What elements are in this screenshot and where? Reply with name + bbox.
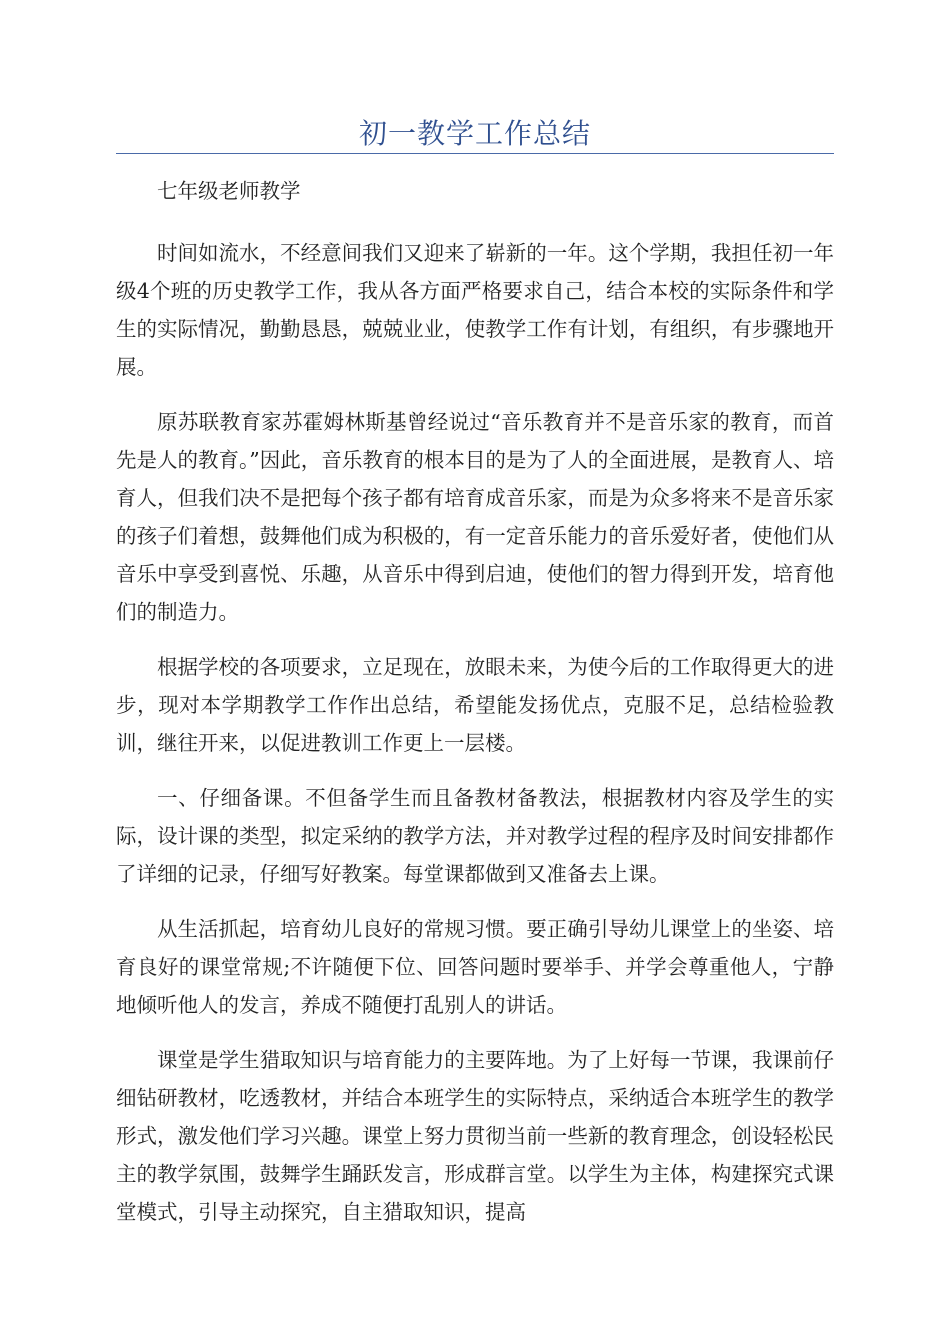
paragraph: 从生活抓起，培育幼儿良好的常规习惯。要正确引导幼儿课堂上的坐姿、培育良好的课堂常规;不许随便下位、回答问题时要举手、并学会尊重他人，宁静地倾听他人的发言，养成不随便打乱别人的讲话。 xyxy=(116,917,834,1017)
paragraph: 原苏联教育家苏霍姆林斯基曾经说过“音乐教育并不是音乐家的教育，而首先是人的教育。”因此，音乐教育的根本目的是为了人的全面进展，是教育人、培育人，但我们决不是把每个孩子都有培育成音乐家，而是为众多将来不是音乐家的孩子们着想，鼓舞他们成为积极的，有一定音乐能力的音乐爱好者，使他们从音乐中享受到喜悦、乐趣，从音乐中得到启迪，使他们的智力得到开发，培育他们的制造力。 xyxy=(116,410,834,624)
paragraph: 一、仔细备课。不但备学生而且备教材备教法，根据教材内容及学生的实际，设计课的类型，拟定采纳的教学方法，并对教学过程的程序及时间安排都作了详细的记录，仔细写好教案。每堂课都做到又准备去上课。 xyxy=(116,786,834,886)
document-subtitle: 七年级老师教学 xyxy=(157,179,301,203)
document-title: 初一教学工作总结 xyxy=(358,117,591,150)
paragraph: 根据学校的各项要求，立足现在，放眼未来，为使今后的工作取得更大的进步，现对本学期教学工作作出总结，希望能发扬优点，克服不足，总结检验教训，继往开来，以促进教训工作更上一层楼。 xyxy=(116,655,834,755)
paragraph: 时间如流水，不经意间我们又迎来了崭新的一年。这个学期，我担任初一年级4个班的历史教学工作，我从各方面严格要求自己，结合本校的实际条件和学生的实际情况，勤勤恳恳，兢兢业业，使教学工作有计划，有组织，有步骤地开展。 xyxy=(116,241,834,379)
document-body xyxy=(116,172,834,1248)
paragraph: 课堂是学生猎取知识与培育能力的主要阵地。为了上好每一节课，我课前仔细钻研教材，吃透教材，并结合本班学生的实际特点，采纳适合本班学生的教学形式，激发他们学习兴趣。课堂上努力贯彻当前一些新的教育理念，创设轻松民主的教学氛围，鼓舞学生踊跃发言，形成群言堂。以学生为主体，构建探究式课堂模式，引导主动探究，自主猎取知识，提高 xyxy=(116,1048,834,1224)
title-underline xyxy=(116,153,834,154)
